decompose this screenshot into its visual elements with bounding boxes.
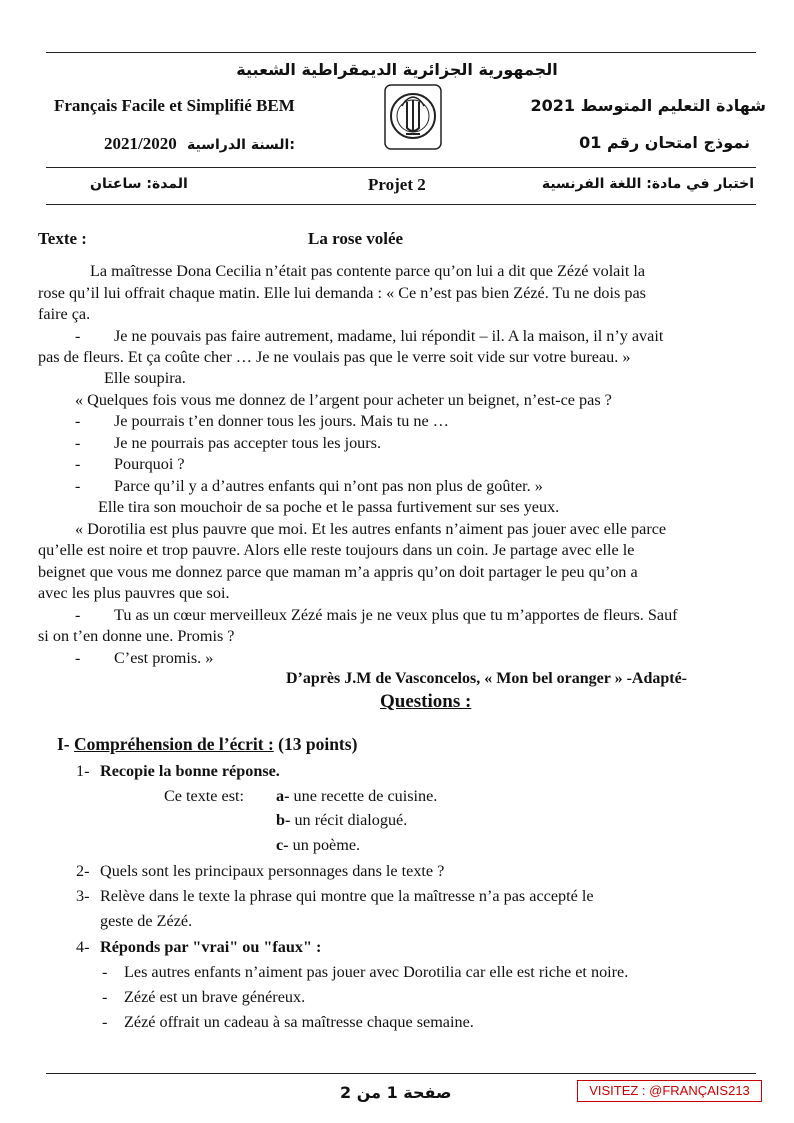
section-title: Compréhension de l’écrit : <box>74 734 274 754</box>
list-dash: - <box>102 1013 108 1031</box>
passage-line: C’est promis. » <box>114 649 214 667</box>
text-title: La rose volée <box>308 229 404 248</box>
text-label: Texte : <box>38 229 87 248</box>
dialogue-dash: - <box>75 606 81 624</box>
visit-link-button[interactable]: VISITEZ : @FRANÇAIS213 <box>577 1080 762 1102</box>
dialogue-dash: - <box>75 434 81 452</box>
cert-title: شهادة التعليم المتوسط 2021 <box>530 96 766 115</box>
model-title: نموذج امتحان رقم 01 <box>579 133 750 152</box>
year-line <box>104 134 295 154</box>
q1-stem: Ce texte est: <box>164 787 245 805</box>
text-source: D’après J.M de Vasconcelos, « Mon bel oranger » -Adapté- <box>286 670 688 687</box>
passage-line: faire ça. <box>38 305 91 323</box>
passage-line: « Quelques fois vous me donnez de l’argent pour acheter un beignet, n’est-ce pas ? <box>75 391 612 409</box>
duration: المدة: ساعتان <box>90 176 188 192</box>
passage-line: pas de fleurs. Et ça coûte cher … Je ne voulais pas que le verre soit vide sur votre bureau. » <box>38 348 631 366</box>
passage-line: Parce qu’il y a d’autres enfants qui n’ont pas non plus de goûter. » <box>114 477 543 495</box>
passage-line: Pourquoi ? <box>114 455 185 473</box>
section-points: (13 points) <box>278 734 358 754</box>
q4-item: Zézé offrait un cadeau à sa maîtresse chaque semaine. <box>124 1013 474 1031</box>
question-4: Réponds par "vrai" ou "faux" : <box>100 938 322 956</box>
question-1: Recopie la bonne réponse. <box>100 762 280 780</box>
question-number: 4- <box>76 938 90 956</box>
q4-item: Zézé est un brave généreux. <box>124 988 306 1006</box>
q1-option-b <box>276 810 407 831</box>
header-rule-bottom <box>46 204 756 205</box>
option-text: une recette de cuisine. <box>293 787 438 805</box>
q4-item: Les autres enfants n’aiment pas jouer avec Dorotilia car elle est riche et noire. <box>124 963 629 981</box>
school-seal <box>384 84 442 150</box>
passage-line: qu’elle est noire et trop pauvre. Alors elle reste toujours dans un coin. Je partage avec elle le <box>38 541 635 559</box>
option-key: b- <box>276 811 291 829</box>
passage-line: La maîtresse Dona Cecilia n’était pas contente parce qu’on lui a dit que Zézé volait la <box>90 262 646 280</box>
left-title: Français Facile et Simplifié BEM <box>54 96 295 115</box>
option-key: c- <box>276 836 289 854</box>
section-heading <box>57 734 357 755</box>
dialogue-dash: - <box>75 412 81 430</box>
passage-line: Elle tira son mouchoir de sa poche et le passa furtivement sur ses yeux. <box>98 498 560 516</box>
subject: اختبار في مادة: اللغة الفرنسية <box>541 176 754 192</box>
passage-line: Je ne pouvais pas faire autrement, madame, lui répondit – il. A la maison, il n’y avait <box>114 327 664 345</box>
option-text: un poème. <box>292 836 361 854</box>
project-label: Projet 2 <box>368 175 426 194</box>
footer-rule <box>46 1073 756 1074</box>
header-rule-mid <box>46 167 756 168</box>
passage-line: Elle soupira. <box>104 369 186 387</box>
year-value: 2021/2020 <box>104 134 177 153</box>
question-3-line-1: Relève dans le texte la phrase qui montre que la maîtresse n’a pas accepté le <box>100 887 594 905</box>
section-number: I- <box>57 734 70 754</box>
q1-option-a <box>276 786 437 807</box>
passage-line: « Dorotilia est plus pauvre que moi. Et les autres enfants n’aiment pas jouer avec elle parce <box>75 520 667 538</box>
question-3-line-2: geste de Zézé. <box>100 912 193 930</box>
list-dash: - <box>102 988 108 1006</box>
passage-line: avec les plus pauvres que soi. <box>38 584 230 602</box>
question-2: Quels sont les principaux personnages dans le texte ? <box>100 862 445 880</box>
republic-title: الجمهورية الجزائرية الديمقراطية الشعبية <box>236 60 558 79</box>
question-number: 1- <box>76 762 90 780</box>
list-dash: - <box>102 963 108 981</box>
dialogue-dash: - <box>75 477 81 495</box>
page-number: صفحة 1 من 2 <box>340 1083 452 1102</box>
question-number: 3- <box>76 887 90 905</box>
passage-line: beignet que vous me donnez parce que maman m’a appris qu’on doit partager le peu qu’on a <box>38 563 638 581</box>
year-label: السنة الدراسية: <box>186 137 295 153</box>
top-rule <box>46 52 756 53</box>
question-number: 2- <box>76 862 90 880</box>
passage-line: si on t’en donne une. Promis ? <box>38 627 235 645</box>
passage-line: rose qu’il lui offrait chaque matin. Elle lui demanda : « Ce n’est pas bien Zézé. Tu ne dois pas <box>38 284 646 302</box>
seal-emblem-icon <box>384 84 442 150</box>
passage-line: Je ne pourrais pas accepter tous les jours. <box>114 434 382 452</box>
dialogue-dash: - <box>75 455 81 473</box>
q1-option-c <box>276 835 360 856</box>
passage-line: Tu as un cœur merveilleux Zézé mais je ne veux plus que tu m’apportes de fleurs. Sauf <box>114 606 678 624</box>
option-key: a- <box>276 787 290 805</box>
passage-line: Je pourrais t’en donner tous les jours. Mais tu ne … <box>114 412 449 430</box>
dialogue-dash: - <box>75 327 81 345</box>
questions-heading: Questions : <box>380 691 472 712</box>
option-text: un récit dialogué. <box>294 811 408 829</box>
dialogue-dash: - <box>75 649 81 667</box>
